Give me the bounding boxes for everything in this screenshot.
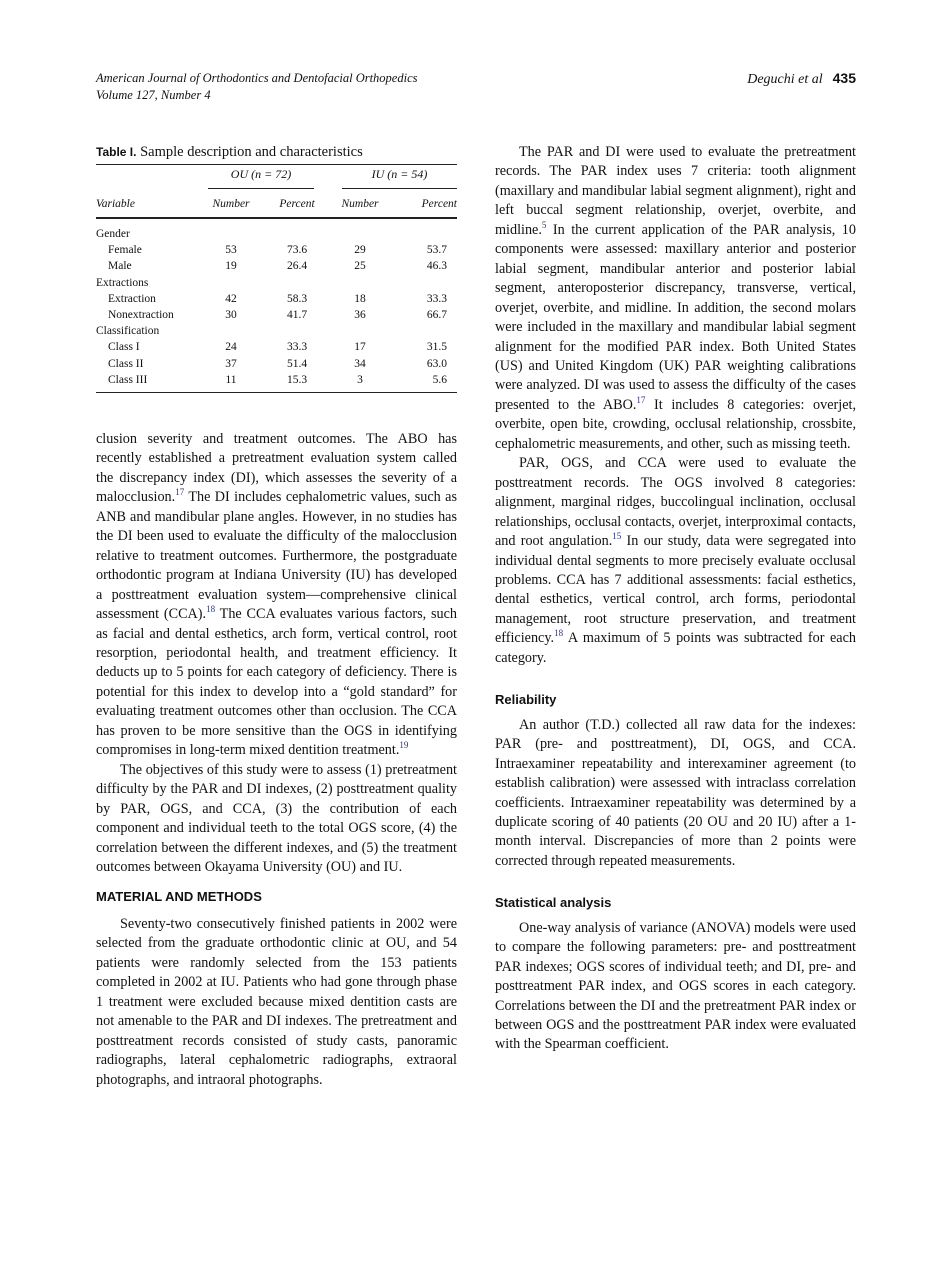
paragraph: One-way analysis of variance (ANOVA) models were used to compare the following parameters: pre- and posttreatment PAR indexes; OGS scores of individual teeth; and DI, pre- and posttreatment PAR index, and OGS scores in each category. Correlations between the DI and the pretreatment PAR index or between OGS and the posttreatment PAR index were evaluated with the Spearman coefficient.: [495, 919, 856, 1053]
table-label: Table I.: [96, 145, 137, 159]
section-heading-methods: MATERIAL AND METHODS: [96, 889, 262, 905]
reference-link[interactable]: 18: [206, 604, 216, 615]
paragraph: clusion severity and treatment outcomes. The ABO has recently established a pretreatment evaluation system called the discrepancy index (DI), which assesses the severity of a malocclusion.$^{17}$ The DI includes cephalometric values, such as ANB and mandibular plane angles. However, in no studies has the DI been used to evaluate the difficulty of the malocclusion relative to treatment outcomes. Furthermore, the postgraduate orthodontic program at Indiana University (IU) has developed a posttreatment evaluation system—comprehensive clinical assessment (CCA).$^{18}$ The CCA evaluates various factors, such as facial and dental esthetics, arch form, vertical control, root resorption, periodontal health, and treatment efficiency. It deducts up to 5 points for each category of deficiency. There is potential for this index to develop into a “gold standard” for evaluating treatment outcomes other than occlusion. The CCA has proven to be more sensitive than the OGS in identifying compromises in long-term mixed dentition treatment.$^{19}$: [96, 431, 457, 759]
reference-link[interactable]: 19: [399, 740, 409, 751]
group-header-ou: OU (n = 72): [196, 165, 328, 192]
paragraph: The objectives of this study were to assess (1) pretreatment difficulty by the PAR and DI indexes, (2) posttreatment quality by PAR, OGS, and CCA, (3) the contribution of each component and individual teeth to the total OGS score, (4) the correlation between the different indexes, and (5) the treatment outcomes between Okayama University (OU) and IU.: [96, 761, 457, 875]
table-row: Extraction 42 58.3 18 33.3: [108, 292, 447, 305]
reference-link[interactable]: 17: [636, 394, 646, 405]
right-column: [495, 143, 856, 1055]
paragraph: An author (T.D.) collected all raw data for the indexes: PAR (pre- and posttreatment), DI, OGS, and CCA. Intraexaminer repeatability and interexaminer agreement (to establish calibration) were assessed with intraclass correlation coefficients. Intraexaminer repeatability was determined by a duplicate scoring of 40 patients (20 OU and 20 IU) after a 1-month interval. Discrepancies of more than 2 points were corrected through repeated measurements.: [495, 716, 856, 869]
reference-link[interactable]: 15: [612, 531, 622, 542]
authors: Deguchi et al: [747, 72, 823, 87]
table-row: Class I 24 33.3 17 31.5: [108, 341, 447, 354]
section-heading-reliability: Reliability: [495, 692, 557, 708]
table-row: Male 19 26.4 25 46.3: [108, 260, 447, 273]
col-header-iu-number: Number: [328, 191, 392, 218]
paragraph: The PAR and DI were used to evaluate the pretreatment records. The PAR index uses 7 criteria: tooth alignment (maxillary and mandibular labial segment alignment), right and left buccal segment relationship, overjet, overbite, and midline.$^5$ In the current application of the PAR analysis, 10 components were assessed: maxillary anterior and posterior labial segment, mandibular anterior and posterior labial segment, anteroposterior discrepancy, transverse, vertical, overjet, overbite, and midline. In addition, the second molars were included in the maxillary and mandibular labial segment alignment for the modified PAR index. Both United States (US) and United Kingdom (UK) PAR weighting calibrations were analyzed. DI was used to assess the difficulty of the cases presented to the ABO.$^{17}$ It includes 8 categories: overjet, overbite, open bite, crowding, occlusal relationship, crossbite, cephalometric measurements, and other, such as missing teeth.: [495, 144, 856, 452]
section-heading-statistics: Statistical analysis: [495, 895, 612, 911]
table-row: Class III 11 15.3 3 5.6: [96, 372, 457, 393]
col-header-ou-percent: Percent: [266, 191, 328, 218]
table-section-row: Classification: [96, 325, 160, 338]
table-section-row: Gender: [96, 228, 130, 240]
left-column: [96, 430, 457, 1090]
reference-link[interactable]: 17: [175, 487, 185, 498]
table-row: Female 53 73.6 29 53.7: [108, 244, 447, 257]
running-head: [96, 70, 856, 104]
table-section-row: Extractions: [96, 276, 149, 289]
table-title: Sample description and characteristics: [140, 144, 363, 160]
running-head-right: [747, 70, 856, 88]
paragraph: PAR, OGS, and CCA were used to evaluate the posttreatment records. The OGS involved 8 categories: alignment, marginal ridges, buccolingual inclination, occlusal relationships, occlusal contacts, overjet, interproximal contacts, and root angulation.$^{15}$ In our study, data were segregated into individual dental segments to more precisely evaluate occlusal problems. CCA has 7 additional assessments: facial esthetics, dental esthetics, vertical control, arch forms, periodontal management, root structure preservation, and treatment efficiency.$^{18}$ A maximum of 5 points was subtracted for each category.: [495, 455, 856, 666]
group-header-iu: IU (n = 54): [328, 165, 457, 192]
sample-table: [96, 164, 457, 393]
journal-title: American Journal of Orthodontics and Dentofacial Orthopedics: [96, 71, 418, 85]
col-header-variable: Variable: [96, 191, 196, 218]
table-row: Class II 37 51.4 34 63.0: [108, 357, 447, 370]
reference-link[interactable]: 18: [554, 628, 564, 639]
journal-volume: Volume 127, Number 4: [96, 88, 211, 102]
col-header-iu-percent: Percent: [392, 191, 457, 218]
table-caption: [96, 143, 457, 161]
col-header-ou-number: Number: [196, 191, 266, 218]
page-number: 435: [832, 70, 856, 86]
table-row: Nonextraction 30 41.7 36 66.7: [108, 309, 447, 322]
table-1: [96, 143, 457, 393]
reference-link[interactable]: 5: [541, 219, 547, 230]
paragraph: Seventy-two consecutively finished patients in 2002 were selected from the graduate orthodontic clinic at OU, and 54 patients were randomly selected from the 153 patients completed in 2002 at IU. Patients who had gone through phase 1 treatment were excluded because mixed dentition casts are not amenable to the PAR and DI indexes. The pretreatment and posttreatment records consisted of study casts, panoramic radiographs, lateral cephalometric radiographs, extraoral photographs, and intraoral photographs.: [96, 915, 457, 1088]
